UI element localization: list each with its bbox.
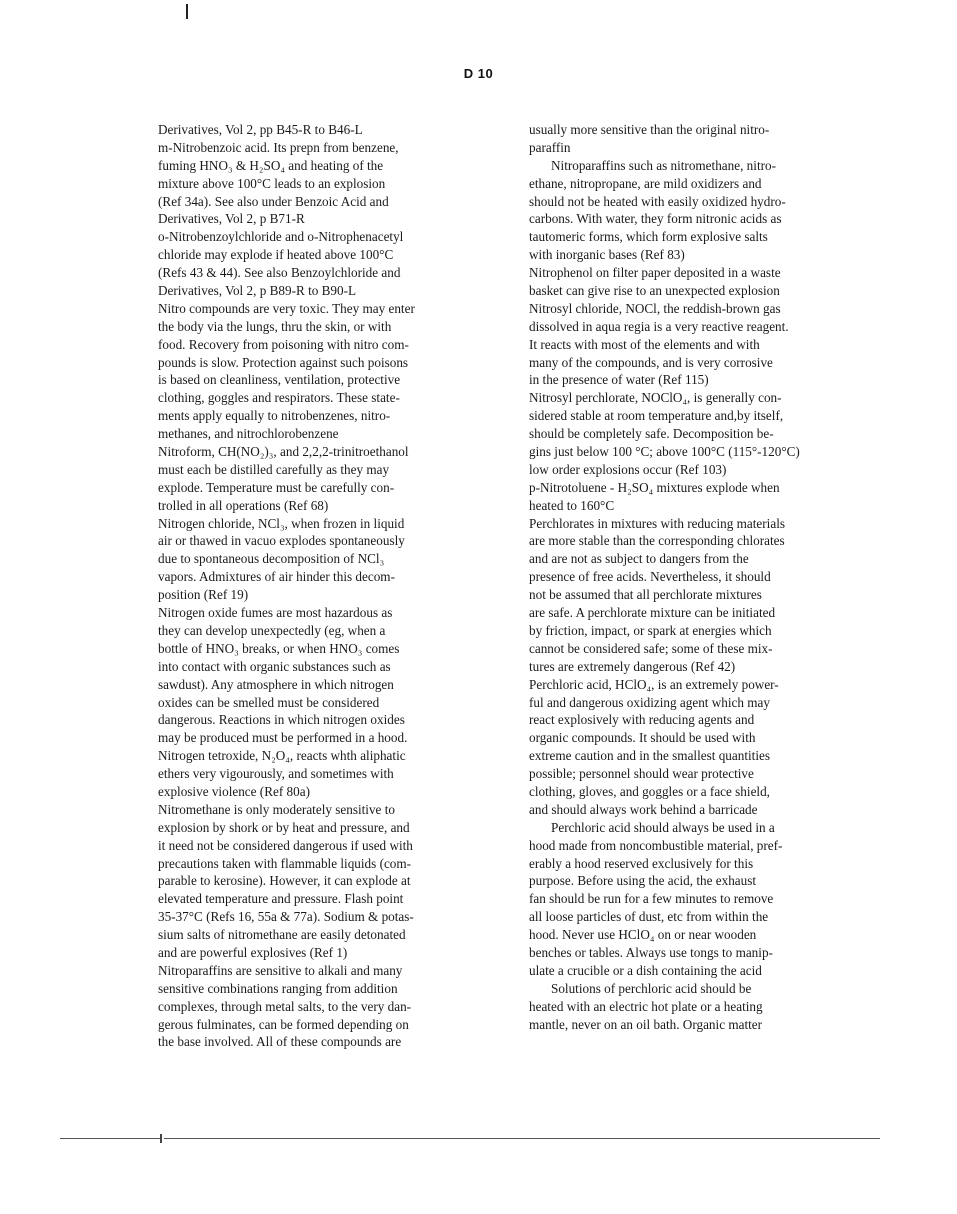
text-line: explosive violence (Ref 80a): [158, 783, 310, 799]
text-line: Nitro compounds are very toxic. They may enter: [158, 300, 415, 316]
text-line: react explosively with reducing agents and: [529, 712, 755, 728]
text-line: Derivatives, Vol 2, p B89-R to B90-L: [158, 283, 357, 299]
text-line: should be completely safe. Decomposition be-: [529, 426, 774, 442]
text-line: low order explosions occur (Ref 103): [529, 461, 727, 477]
text-line: sawdust). Any atmosphere in which nitrogen: [158, 676, 394, 692]
text-line: possible; personnel should wear protective: [529, 766, 754, 782]
text-line: Nitrogen oxide fumes are most hazardous as: [158, 605, 393, 621]
text-line: extreme caution and in the smallest quantities: [529, 748, 770, 764]
text-line: Nitroparaffins are sensitive to alkali and many: [158, 962, 403, 978]
text-line: 35-37°C (Refs 16, 55a & 77a). Sodium & potas-: [158, 909, 414, 925]
text-line: Perchlorates in mixtures with reducing materials: [529, 515, 785, 531]
text-line: parable to kerosine). However, it can explode at: [158, 873, 411, 889]
text-line: pounds is slow. Protection against such poisons: [158, 354, 409, 370]
text-line: explosion by shork or by heat and pressure, and: [158, 819, 410, 835]
left-column: [158, 121, 498, 1051]
text-line: Nitrosyl chloride, NOCl, the reddish-brown gas: [529, 300, 781, 316]
text-line: ful and dangerous oxidizing agent which may: [529, 694, 770, 710]
text-line: Nitrosyl perchlorate, NOClO₄, is generally con-: [529, 390, 782, 406]
text-line: Derivatives, Vol 2, p B71-R: [158, 211, 305, 227]
text-line: gins just below 100 °C; above 100°C (115°-120°C): [529, 444, 800, 460]
text-line: are more stable than the corresponding chlorates: [529, 533, 785, 549]
text-line: precautions taken with flammable liquids (com-: [158, 855, 412, 871]
text-line: it need not be considered dangerous if used with: [158, 837, 413, 853]
text-line: in the presence of water (Ref 115): [529, 372, 709, 388]
text-line: benches or tables. Always use tongs to manip-: [529, 944, 773, 960]
text-line: are safe. A perchlorate mixture can be initiated: [529, 605, 776, 621]
text-line: It reacts with most of the elements and with: [529, 336, 760, 352]
text-line: purpose. Before using the acid, the exhaust: [529, 873, 757, 889]
text-line: mixture above 100°C leads to an explosion: [158, 175, 386, 191]
text-line: sium salts of nitromethane are easily detonated: [158, 927, 406, 943]
text-line: hood made from noncombustible material, pref-: [529, 837, 783, 853]
text-line: and are powerful explosives (Ref 1): [158, 944, 348, 960]
text-line: is based on cleanliness, ventilation, protective: [158, 372, 401, 388]
text-line: vapors. Admixtures of air hinder this decom-: [158, 569, 395, 585]
text-line: Nitroparaffins such as nitromethane, nitro-: [551, 157, 776, 173]
text-line: ethane, nitropropane, are mild oxidizers and: [529, 175, 762, 191]
text-line: tautomeric forms, which form explosive salts: [529, 229, 768, 245]
text-line: usually more sensitive than the original nitro-: [529, 122, 770, 137]
text-line: erably a hood reserved exclusively for this: [529, 855, 754, 871]
footer-rule-tick: [160, 1134, 162, 1143]
text-line: all loose particles of dust, etc from within the: [529, 909, 769, 925]
text-line: complexes, through metal salts, to the very dan-: [158, 998, 412, 1014]
text-line: Nitroform, CH(NO₂)₃, and 2,2,2-trinitroethanol: [158, 444, 409, 460]
text-line: elevated temperature and pressure. Flash point: [158, 891, 404, 907]
text-line: hood. Never use HClO₄ on or near wooden: [529, 927, 757, 943]
text-line: must each be distilled carefully as they may: [158, 461, 390, 477]
text-line: Nitrophenol on filter paper deposited in a waste: [529, 265, 781, 281]
right-column: [529, 121, 874, 1033]
text-line: clothing, goggles and respirators. These state-: [158, 390, 400, 406]
text-line: trolled in all operations (Ref 68): [158, 497, 329, 513]
text-line: Derivatives, Vol 2, pp B45-R to B46-L: [158, 122, 363, 137]
scan-mark: [186, 4, 188, 19]
text-line: Nitrogen chloride, NCl₃, when frozen in liquid: [158, 515, 405, 531]
text-line: sidered stable at room temperature and,by itself,: [529, 408, 784, 424]
footer-rule-left: [60, 1138, 160, 1139]
text-line: heated with an electric hot plate or a heating: [529, 998, 763, 1014]
text-line: Nitrogen tetroxide, N₂O₄, reacts whth aliphatic: [158, 748, 406, 764]
text-line: gerous fulminates, can be formed depending on: [158, 1016, 409, 1032]
text-line: and are not as subject to dangers from the: [529, 551, 749, 567]
text-line: food. Recovery from poisoning with nitro com-: [158, 336, 409, 352]
footer-rule: [164, 1138, 880, 1139]
text-line: (Refs 43 & 44). See also Benzoylchloride and: [158, 265, 401, 281]
text-line: bottle of HNO₃ breaks, or when HNO₃ comes: [158, 640, 400, 656]
text-line: the body via the lungs, thru the skin, or with: [158, 318, 392, 334]
text-line: ments apply equally to nitrobenzenes, nitro-: [158, 408, 391, 424]
text-line: organic compounds. It should be used with: [529, 730, 756, 746]
text-line: m-Nitrobenzoic acid. Its prepn from benzene,: [158, 139, 399, 155]
text-line: by friction, impact, or spark at energies which: [529, 622, 772, 638]
text-line: many of the compounds, and is very corrosive: [529, 354, 773, 370]
text-line: and should always work behind a barricade: [529, 801, 758, 817]
text-line: chloride may explode if heated above 100°C: [158, 247, 394, 263]
text-line: due to spontaneous decomposition of NCl₃: [158, 551, 385, 567]
text-line: basket can give rise to an unexpected explosion: [529, 283, 780, 299]
text-line: they can develop unexpectedly (eg, when a: [158, 622, 386, 638]
text-line: with inorganic bases (Ref 83): [529, 247, 685, 263]
text-line: methanes, and nitrochlorobenzene: [158, 426, 339, 442]
text-line: air or thawed in vacuo explodes spontaneously: [158, 533, 405, 549]
text-line: ulate a crucible or a dish containing the acid: [529, 962, 762, 978]
text-line: p-Nitrotoluene - H₂SO₄ mixtures explode when: [529, 479, 780, 495]
text-line: dissolved in aqua regia is a very reactive reagent.: [529, 318, 789, 334]
page-header: D 10: [463, 66, 494, 81]
text-line: Perchloric acid, HClO₄, is an extremely power-: [529, 676, 779, 692]
text-line: fan should be run for a few minutes to remove: [529, 891, 774, 907]
text-line: o-Nitrobenzoylchloride and o-Nitrophenacetyl: [158, 229, 404, 245]
text-line: not be assumed that all perchlorate mixtures: [529, 587, 762, 603]
text-line: mantle, never on an oil bath. Organic matter: [529, 1016, 763, 1032]
text-line: clothing, gloves, and goggles or a face shield,: [529, 783, 770, 799]
text-line: (Ref 34a). See also under Benzoic Acid and: [158, 193, 389, 209]
text-line: may be produced must be performed in a hood.: [158, 730, 408, 746]
text-line: carbons. With water, they form nitronic acids as: [529, 211, 782, 227]
text-line: sensitive combinations ranging from addition: [158, 980, 398, 996]
text-line: explode. Temperature must be carefully con-: [158, 479, 395, 495]
text-line: should not be heated with easily oxidized hydro-: [529, 193, 786, 209]
text-line: dangerous. Reactions in which nitrogen oxides: [158, 712, 405, 728]
text-line: into contact with organic substances such as: [158, 658, 391, 674]
text-line: Nitromethane is only moderately sensitive to: [158, 801, 395, 817]
text-line: the base involved. All of these compounds are: [158, 1034, 402, 1050]
text-line: fuming HNO₃ & H₂SO₄ and heating of the: [158, 157, 384, 173]
text-line: heated to 160°C: [529, 497, 615, 513]
text-line: presence of free acids. Nevertheless, it should: [529, 569, 771, 585]
text-line: Perchloric acid should always be used in a: [551, 819, 775, 835]
text-line: oxides can be smelled must be considered: [158, 694, 380, 710]
text-line: tures are extremely dangerous (Ref 42): [529, 658, 736, 674]
text-line: position (Ref 19): [158, 587, 249, 603]
text-line: paraffin: [529, 139, 571, 155]
text-line: Solutions of perchloric acid should be: [551, 980, 752, 996]
text-line: cannot be considered safe; some of these mix-: [529, 640, 773, 656]
text-line: ethers very vigourously, and sometimes with: [158, 766, 394, 782]
